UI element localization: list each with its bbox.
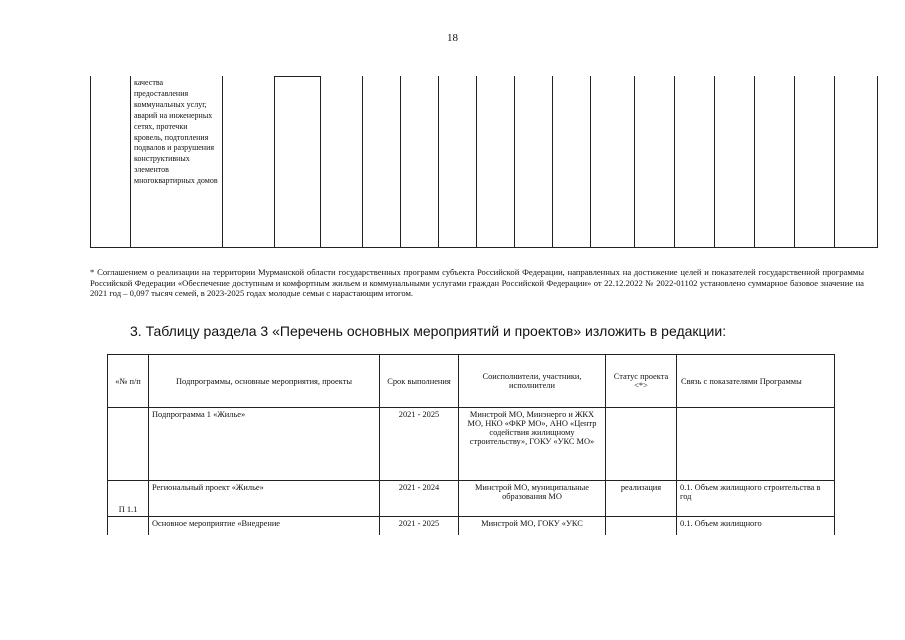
table-row <box>108 517 835 536</box>
cell-status <box>606 408 677 481</box>
header-status: Статус проекта <*> <box>606 355 677 408</box>
table-header-row <box>108 355 835 408</box>
cell-indicator <box>677 408 835 481</box>
cell-number <box>108 517 149 536</box>
header-number: «№ п/п <box>108 355 149 408</box>
cell-activity: Региональный проект «Жилье» <box>149 481 380 517</box>
cell-activity: Подпрограмма 1 «Жилье» <box>149 408 380 481</box>
header-term: Срок выполнения <box>380 355 459 408</box>
boxed-cell <box>274 76 320 248</box>
page-number: 18 <box>447 32 458 44</box>
cell-term: 2021 - 2025 <box>380 517 459 536</box>
cell-activity: Основное мероприятие «Внедрение <box>149 517 380 536</box>
table-row <box>108 481 835 517</box>
cell-number <box>108 408 149 481</box>
cell-indicator: 0.1. Объем жилищного строительства в год <box>677 481 835 517</box>
header-activities: Подпрограммы, основные мероприятия, проекты <box>149 355 380 408</box>
table-row <box>108 408 835 481</box>
header-executors: Соисполнители, участники, исполнители <box>459 355 606 408</box>
section-heading: 3. Таблицу раздела 3 «Перечень основных мероприятий и проектов» изложить в редакции: <box>130 323 727 339</box>
cell-status <box>606 517 677 536</box>
cell-executors: Минстрой МО, муниципальные образования МО <box>459 481 606 517</box>
header-indicators: Связь с показателями Программы <box>677 355 835 408</box>
indicator-text-cell: качества предоставления коммунальных услуг, аварий на инженерных сетях, протечки кровель, подтопления подвалов и разрушения конструктивных элементов многоквартирных домов <box>134 78 218 186</box>
continued-table <box>90 76 878 248</box>
activities-table <box>107 354 835 535</box>
cell-status: реализация <box>606 481 677 517</box>
footnote: * Соглашением о реализации на территории Мурманской области государственных программ субъекта Российской Федерации, направленных на достижение целей и показателей государственной программы Российской Федерации «Обеспечение доступным и комфортным жильем и коммунальными услугами граждан Российской Федерации» от 22.12.2022 № 2022-01102 установлено суммарное базовое значение на 2021 год – 0,097 тысяч семей, в 2023-2025 годах молодые семьи с нарастающим итогом. <box>90 267 864 299</box>
table-border <box>90 76 91 248</box>
cell-indicator: 0.1. Объем жилищного <box>677 517 835 536</box>
cell-executors: Минстрой МО, Минэнерго и ЖКХ МО, НКО «ФКР МО», АНО «Центр содействия жилищному строительству», ГОКУ «УКС МО» <box>459 408 606 481</box>
cell-term: 2021 - 2024 <box>380 481 459 517</box>
cell-number: П 1.1 <box>108 481 149 517</box>
cell-term: 2021 - 2025 <box>380 408 459 481</box>
cell-executors: Минстрой МО, ГОКУ «УКС <box>459 517 606 536</box>
